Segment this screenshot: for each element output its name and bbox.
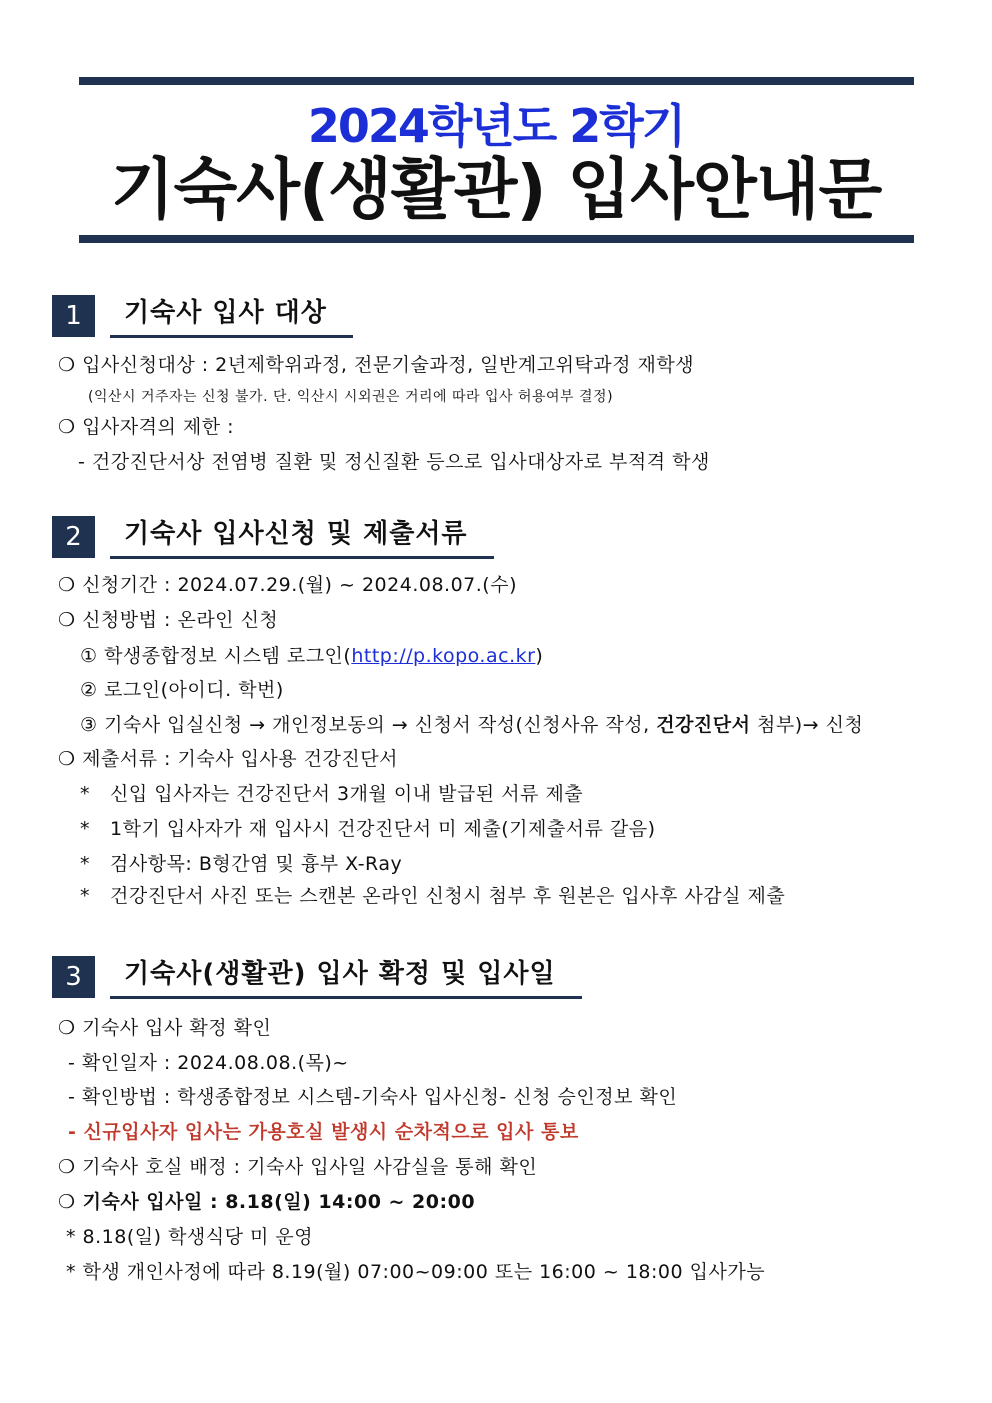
- step-1-text: ① 학생종합정보 시스템 로그인(: [80, 645, 352, 667]
- section-number: 3: [52, 956, 95, 998]
- alternate-move-in-note: * 학생 개인사정에 따라 8.19(월) 07:00~09:00 또는 16:00 ~ 18:00 입사가능: [66, 1261, 766, 1283]
- eligibility-restriction: ❍ 입사자격의 제한 :: [58, 416, 235, 438]
- asterisk-bullet: *: [80, 853, 90, 875]
- portal-link[interactable]: http://p.kopo.ac.kr: [351, 645, 536, 667]
- application-period: ❍ 신청기간 : 2024.07.29.(월) ~ 2024.08.07.(수): [58, 574, 517, 596]
- doc-note-text: 1학기 입사자가 재 입사시 건강진단서 미 제출(기제출서류 갈음): [110, 818, 656, 840]
- section-number: 1: [52, 295, 95, 337]
- title-bottom-rule: [79, 235, 914, 243]
- section-title: 기숙사(생활관) 입사 확정 및 입사일: [110, 956, 582, 999]
- confirmation-heading: ❍ 기숙사 입사 확정 확인: [58, 1017, 272, 1039]
- room-assignment: ❍ 기숙사 호실 배정 : 기숙사 입사일 사감실을 통해 확인: [58, 1156, 538, 1178]
- application-method: ❍ 신청방법 : 온라인 신청: [58, 609, 279, 631]
- step-1: [80, 642, 543, 670]
- asterisk-bullet: *: [80, 818, 90, 840]
- asterisk-bullet: *: [80, 783, 90, 805]
- doc-note-3: [80, 850, 402, 878]
- required-documents: ❍ 제출서류 : 기숙사 입사용 건강진단서: [58, 748, 398, 770]
- section-number: 2: [52, 516, 95, 558]
- doc-note-1: [80, 780, 583, 808]
- step-3: [80, 711, 863, 739]
- step-3-text: ③ 기숙사 입실신청 → 개인정보동의 → 신청서 작성(신청사유 작성,: [80, 714, 657, 736]
- title-year-semester: 2024학년도 2학기: [307, 99, 685, 153]
- confirmation-method: - 확인방법 : 학생종합정보 시스템-기숙사 입사신청- 신청 승인정보 확인: [68, 1086, 678, 1108]
- step-3-end: 첨부)→ 신청: [750, 714, 864, 736]
- section-title: 기숙사 입사신청 및 제출서류: [110, 516, 494, 559]
- move-in-date: ❍ 기숙사 입사일 : 8.18(일) 14:00 ~ 20:00: [58, 1191, 476, 1213]
- step-2: ② 로그인(아이디. 학번): [80, 679, 284, 701]
- section-title: 기숙사 입사 대상: [110, 295, 353, 338]
- doc-note-text: 건강진단서 사진 또는 스캔본 온라인 신청시 첨부 후 원본은 입사후 사감실 제출: [110, 885, 786, 907]
- page-title: 기숙사(생활관) 입사안내문: [110, 151, 882, 228]
- eligibility-target: ❍ 입사신청대상 : 2년제학위과정, 전문기술과정, 일반계고위탁과정 재학생: [58, 354, 695, 376]
- step-1-close: ): [535, 645, 544, 667]
- restriction-detail: - 건강진단서상 전염병 질환 및 정신질환 등으로 입사대상자로 부적격 학생: [78, 451, 710, 473]
- doc-note-text: 검사항목: B형간염 및 흉부 X-Ray: [110, 853, 403, 875]
- doc-note-2: [80, 815, 656, 843]
- cafeteria-note: * 8.18(일) 학생식당 미 운영: [66, 1226, 314, 1248]
- health-certificate-emphasis: 건강진단서: [656, 714, 751, 736]
- eligibility-note: (익산시 거주자는 신청 불가. 단. 익산시 시외권은 거리에 따라 입사 허용여부 결정): [88, 389, 614, 405]
- asterisk-bullet: *: [80, 885, 90, 907]
- doc-note-text: 신입 입사자는 건강진단서 3개월 이내 발급된 서류 제출: [110, 783, 584, 805]
- title-top-rule: [79, 77, 914, 85]
- confirmation-date: - 확인일자 : 2024.08.08.(목)~: [68, 1052, 349, 1074]
- doc-note-4: [80, 882, 785, 910]
- new-resident-notice: - 신규입사자 입사는 가용호실 발생시 순차적으로 입사 통보: [68, 1121, 579, 1143]
